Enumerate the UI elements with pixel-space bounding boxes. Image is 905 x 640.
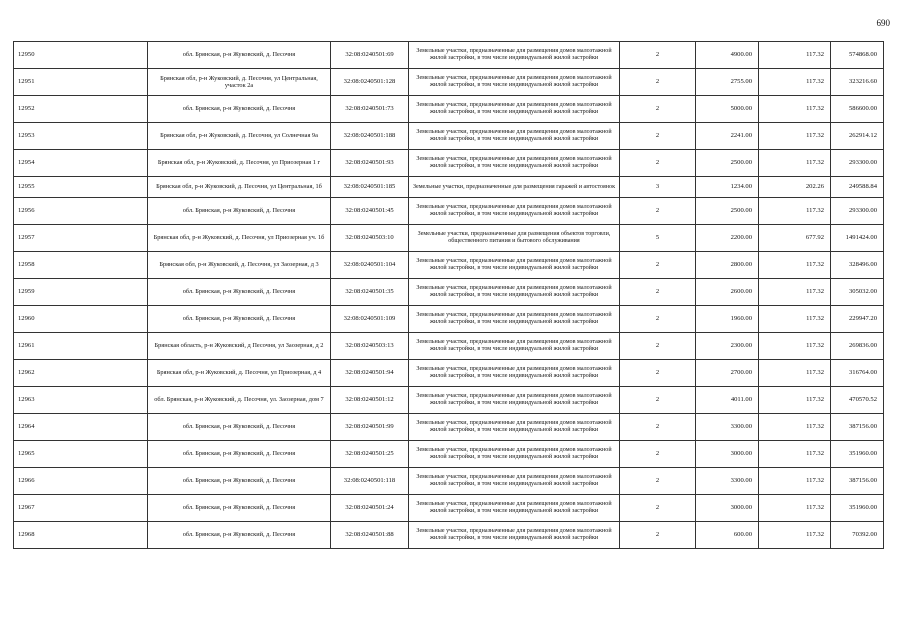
- table-row: [14, 96, 884, 123]
- address-cell: Брянская область, р-н Жуковский, д Песочня, ул Заозерная, д 2: [148, 333, 331, 360]
- area-cell: 3000.00: [696, 495, 759, 522]
- row-number-cell: 12951: [14, 69, 148, 96]
- group-cell: 2: [620, 252, 696, 279]
- table-row: [14, 225, 884, 252]
- cadastral-number-cell: 32:08:0240501:185: [331, 177, 409, 198]
- cadastral-number-cell: 32:08:0240501:118: [331, 468, 409, 495]
- row-number-cell: 12954: [14, 150, 148, 177]
- row-number-cell: 12952: [14, 96, 148, 123]
- group-cell: 2: [620, 441, 696, 468]
- cadastral-number-cell: 32:08:0240501:109: [331, 306, 409, 333]
- specific-value-cell: 117.32: [759, 468, 831, 495]
- table-row: [14, 69, 884, 96]
- cadastral-value-cell: 316764.00: [831, 360, 884, 387]
- cadastral-number-cell: 32:08:0240501:88: [331, 522, 409, 549]
- row-number-cell: 12963: [14, 387, 148, 414]
- specific-value-cell: 117.32: [759, 150, 831, 177]
- area-cell: 1234.00: [696, 177, 759, 198]
- area-cell: 2241.00: [696, 123, 759, 150]
- cadastral-number-cell: 32:08:0240503:13: [331, 333, 409, 360]
- cadastral-value-cell: 249588.84: [831, 177, 884, 198]
- area-cell: 2800.00: [696, 252, 759, 279]
- table-body: [14, 42, 884, 549]
- specific-value-cell: 117.32: [759, 414, 831, 441]
- group-cell: 2: [620, 96, 696, 123]
- address-cell: Брянская обл, р-н Жуковский, д. Песочня, ул Приозерная уч. 1б: [148, 225, 331, 252]
- group-cell: 2: [620, 279, 696, 306]
- specific-value-cell: 117.32: [759, 252, 831, 279]
- address-cell: Брянская обл, р-н Жуковский, д. Песочня, ул Заозерная, д 3: [148, 252, 331, 279]
- cadastral-value-cell: 1491424.00: [831, 225, 884, 252]
- table-row: [14, 42, 884, 69]
- group-cell: 2: [620, 387, 696, 414]
- table-row: [14, 198, 884, 225]
- land-use-cell: Земельные участки, предназначенные для размещения домов малоэтажной жилой застройки, в том числе индивидуальной жилой застройки: [409, 468, 620, 495]
- table-row: [14, 468, 884, 495]
- specific-value-cell: 117.32: [759, 495, 831, 522]
- land-use-cell: Земельные участки, предназначенные для размещения объектов торговли, общественного питания и бытового обслуживания: [409, 225, 620, 252]
- area-cell: 4900.00: [696, 42, 759, 69]
- table-row: [14, 279, 884, 306]
- address-cell: обл. Брянская, р-н Жуковский, д. Песочня, ул. Заозерная, дом 7: [148, 387, 331, 414]
- area-cell: 2600.00: [696, 279, 759, 306]
- land-use-cell: Земельные участки, предназначенные для размещения домов малоэтажной жилой застройки, в том числе индивидуальной жилой застройки: [409, 414, 620, 441]
- land-registry-table: [13, 41, 884, 549]
- address-cell: Брянская обл, р-н Жуковский, д. Песочня, ул Центральная, 1б: [148, 177, 331, 198]
- specific-value-cell: 117.32: [759, 333, 831, 360]
- specific-value-cell: 117.32: [759, 306, 831, 333]
- row-number-cell: 12957: [14, 225, 148, 252]
- table-row: [14, 150, 884, 177]
- land-use-cell: Земельные участки, предназначенные для размещения домов малоэтажной жилой застройки, в том числе индивидуальной жилой застройки: [409, 198, 620, 225]
- address-cell: обл. Брянская, р-н Жуковский, д. Песочня: [148, 198, 331, 225]
- cadastral-number-cell: 32:08:0240501:188: [331, 123, 409, 150]
- area-cell: 2755.00: [696, 69, 759, 96]
- specific-value-cell: 117.32: [759, 42, 831, 69]
- table-row: [14, 306, 884, 333]
- row-number-cell: 12966: [14, 468, 148, 495]
- cadastral-number-cell: 32:08:0240501:45: [331, 198, 409, 225]
- group-cell: 2: [620, 414, 696, 441]
- address-cell: обл. Брянская, р-н Жуковский, д. Песочня: [148, 279, 331, 306]
- cadastral-value-cell: 262914.12: [831, 123, 884, 150]
- cadastral-number-cell: 32:08:0240501:73: [331, 96, 409, 123]
- area-cell: 3300.00: [696, 414, 759, 441]
- land-use-cell: Земельные участки, предназначенные для размещения гаражей и автостоянок: [409, 177, 620, 198]
- row-number-cell: 12959: [14, 279, 148, 306]
- land-use-cell: Земельные участки, предназначенные для размещения домов малоэтажной жилой застройки, в том числе индивидуальной жилой застройки: [409, 150, 620, 177]
- specific-value-cell: 117.32: [759, 360, 831, 387]
- row-number-cell: 12958: [14, 252, 148, 279]
- land-use-cell: Земельные участки, предназначенные для размещения домов малоэтажной жилой застройки, в том числе индивидуальной жилой застройки: [409, 360, 620, 387]
- row-number-cell: 12968: [14, 522, 148, 549]
- cadastral-number-cell: 32:08:0240501:12: [331, 387, 409, 414]
- specific-value-cell: 117.32: [759, 96, 831, 123]
- page-number: 690: [876, 18, 890, 28]
- cadastral-value-cell: 351960.00: [831, 495, 884, 522]
- group-cell: 2: [620, 360, 696, 387]
- cadastral-value-cell: 586600.00: [831, 96, 884, 123]
- land-use-cell: Земельные участки, предназначенные для размещения домов малоэтажной жилой застройки, в том числе индивидуальной жилой застройки: [409, 279, 620, 306]
- specific-value-cell: 677.92: [759, 225, 831, 252]
- specific-value-cell: 117.32: [759, 198, 831, 225]
- row-number-cell: 12962: [14, 360, 148, 387]
- row-number-cell: 12955: [14, 177, 148, 198]
- address-cell: Брянская обл, р-н Жуковский, д. Песочня, ул Приозерная, д 4: [148, 360, 331, 387]
- cadastral-value-cell: 387156.00: [831, 468, 884, 495]
- cadastral-number-cell: 32:08:0240501:93: [331, 150, 409, 177]
- row-number-cell: 12956: [14, 198, 148, 225]
- row-number-cell: 12960: [14, 306, 148, 333]
- cadastral-value-cell: 470570.52: [831, 387, 884, 414]
- area-cell: 2700.00: [696, 360, 759, 387]
- land-use-cell: Земельные участки, предназначенные для размещения домов малоэтажной жилой застройки, в том числе индивидуальной жилой застройки: [409, 441, 620, 468]
- group-cell: 2: [620, 69, 696, 96]
- address-cell: обл. Брянская, р-н Жуковский, д. Песочня: [148, 468, 331, 495]
- cadastral-number-cell: 32:08:0240501:94: [331, 360, 409, 387]
- cadastral-value-cell: 323216.60: [831, 69, 884, 96]
- address-cell: Брянская обл, р-н Жуковский, д. Песочня, ул Солнечная 9а: [148, 123, 331, 150]
- land-use-cell: Земельные участки, предназначенные для размещения домов малоэтажной жилой застройки, в том числе индивидуальной жилой застройки: [409, 69, 620, 96]
- cadastral-value-cell: 351960.00: [831, 441, 884, 468]
- table-row: [14, 360, 884, 387]
- area-cell: 1960.00: [696, 306, 759, 333]
- table-row: [14, 441, 884, 468]
- address-cell: обл. Брянская, р-н Жуковский, д. Песочня: [148, 414, 331, 441]
- address-cell: обл. Брянская, р-н Жуковский, д. Песочня: [148, 42, 331, 69]
- table-row: [14, 387, 884, 414]
- address-cell: обл. Брянская, р-н Жуковский, д. Песочня: [148, 522, 331, 549]
- group-cell: 2: [620, 306, 696, 333]
- cadastral-value-cell: 229947.20: [831, 306, 884, 333]
- specific-value-cell: 117.32: [759, 522, 831, 549]
- specific-value-cell: 117.32: [759, 387, 831, 414]
- cadastral-number-cell: 32:08:0240503:10: [331, 225, 409, 252]
- specific-value-cell: 117.32: [759, 441, 831, 468]
- area-cell: 3300.00: [696, 468, 759, 495]
- table-row: [14, 414, 884, 441]
- cadastral-value-cell: 269836.00: [831, 333, 884, 360]
- group-cell: 2: [620, 150, 696, 177]
- cadastral-number-cell: 32:08:0240501:128: [331, 69, 409, 96]
- cadastral-value-cell: 70392.00: [831, 522, 884, 549]
- row-number-cell: 12953: [14, 123, 148, 150]
- cadastral-value-cell: 293300.00: [831, 198, 884, 225]
- group-cell: 2: [620, 333, 696, 360]
- area-cell: 2200.00: [696, 225, 759, 252]
- area-cell: 2300.00: [696, 333, 759, 360]
- land-use-cell: Земельные участки, предназначенные для размещения домов малоэтажной жилой застройки, в том числе индивидуальной жилой застройки: [409, 387, 620, 414]
- cadastral-value-cell: 574868.00: [831, 42, 884, 69]
- cadastral-value-cell: 387156.00: [831, 414, 884, 441]
- table-row: [14, 177, 884, 198]
- table-row: [14, 333, 884, 360]
- group-cell: 2: [620, 42, 696, 69]
- specific-value-cell: 117.32: [759, 69, 831, 96]
- land-use-cell: Земельные участки, предназначенные для размещения домов малоэтажной жилой застройки, в том числе индивидуальной жилой застройки: [409, 333, 620, 360]
- table-row: [14, 252, 884, 279]
- land-use-cell: Земельные участки, предназначенные для размещения домов малоэтажной жилой застройки, в том числе индивидуальной жилой застройки: [409, 306, 620, 333]
- area-cell: 5000.00: [696, 96, 759, 123]
- group-cell: 2: [620, 522, 696, 549]
- land-use-cell: Земельные участки, предназначенные для размещения домов малоэтажной жилой застройки, в том числе индивидуальной жилой застройки: [409, 123, 620, 150]
- group-cell: 2: [620, 468, 696, 495]
- row-number-cell: 12964: [14, 414, 148, 441]
- group-cell: 2: [620, 123, 696, 150]
- land-use-cell: Земельные участки, предназначенные для размещения домов малоэтажной жилой застройки, в том числе индивидуальной жилой застройки: [409, 495, 620, 522]
- specific-value-cell: 117.32: [759, 123, 831, 150]
- group-cell: 2: [620, 495, 696, 522]
- address-cell: Брянская обл, р-н Жуковский, д. Песочня, ул Приозерная 1 г: [148, 150, 331, 177]
- cadastral-value-cell: 328496.00: [831, 252, 884, 279]
- cadastral-number-cell: 32:08:0240501:35: [331, 279, 409, 306]
- group-cell: 3: [620, 177, 696, 198]
- land-use-cell: Земельные участки, предназначенные для размещения домов малоэтажной жилой застройки, в том числе индивидуальной жилой застройки: [409, 252, 620, 279]
- cadastral-number-cell: 32:08:0240501:25: [331, 441, 409, 468]
- cadastral-number-cell: 32:08:0240501:104: [331, 252, 409, 279]
- land-use-cell: Земельные участки, предназначенные для размещения домов малоэтажной жилой застройки, в том числе индивидуальной жилой застройки: [409, 522, 620, 549]
- area-cell: 600.00: [696, 522, 759, 549]
- land-use-cell: Земельные участки, предназначенные для размещения домов малоэтажной жилой застройки, в том числе индивидуальной жилой застройки: [409, 96, 620, 123]
- cadastral-number-cell: 32:08:0240501:24: [331, 495, 409, 522]
- group-cell: 5: [620, 225, 696, 252]
- row-number-cell: 12961: [14, 333, 148, 360]
- address-cell: обл. Брянская, р-н Жуковский, д. Песочня: [148, 495, 331, 522]
- row-number-cell: 12965: [14, 441, 148, 468]
- area-cell: 2500.00: [696, 150, 759, 177]
- cadastral-value-cell: 305032.00: [831, 279, 884, 306]
- group-cell: 2: [620, 198, 696, 225]
- address-cell: обл. Брянская, р-н Жуковский, д. Песочня: [148, 306, 331, 333]
- specific-value-cell: 117.32: [759, 279, 831, 306]
- row-number-cell: 12967: [14, 495, 148, 522]
- row-number-cell: 12950: [14, 42, 148, 69]
- land-use-cell: Земельные участки, предназначенные для размещения домов малоэтажной жилой застройки, в том числе индивидуальной жилой застройки: [409, 42, 620, 69]
- address-cell: Брянская обл, р-н Жуковский, д. Песочня, ул Центральная, участок 2а: [148, 69, 331, 96]
- table-row: [14, 123, 884, 150]
- address-cell: обл. Брянская, р-н Жуковский, д. Песочня: [148, 96, 331, 123]
- area-cell: 4011.00: [696, 387, 759, 414]
- address-cell: обл. Брянская, р-н Жуковский, д. Песочня: [148, 441, 331, 468]
- cadastral-value-cell: 293300.00: [831, 150, 884, 177]
- cadastral-number-cell: 32:08:0240501:99: [331, 414, 409, 441]
- table-row: [14, 495, 884, 522]
- specific-value-cell: 202.26: [759, 177, 831, 198]
- table-row: [14, 522, 884, 549]
- area-cell: 3000.00: [696, 441, 759, 468]
- area-cell: 2500.00: [696, 198, 759, 225]
- cadastral-number-cell: 32:08:0240501:69: [331, 42, 409, 69]
